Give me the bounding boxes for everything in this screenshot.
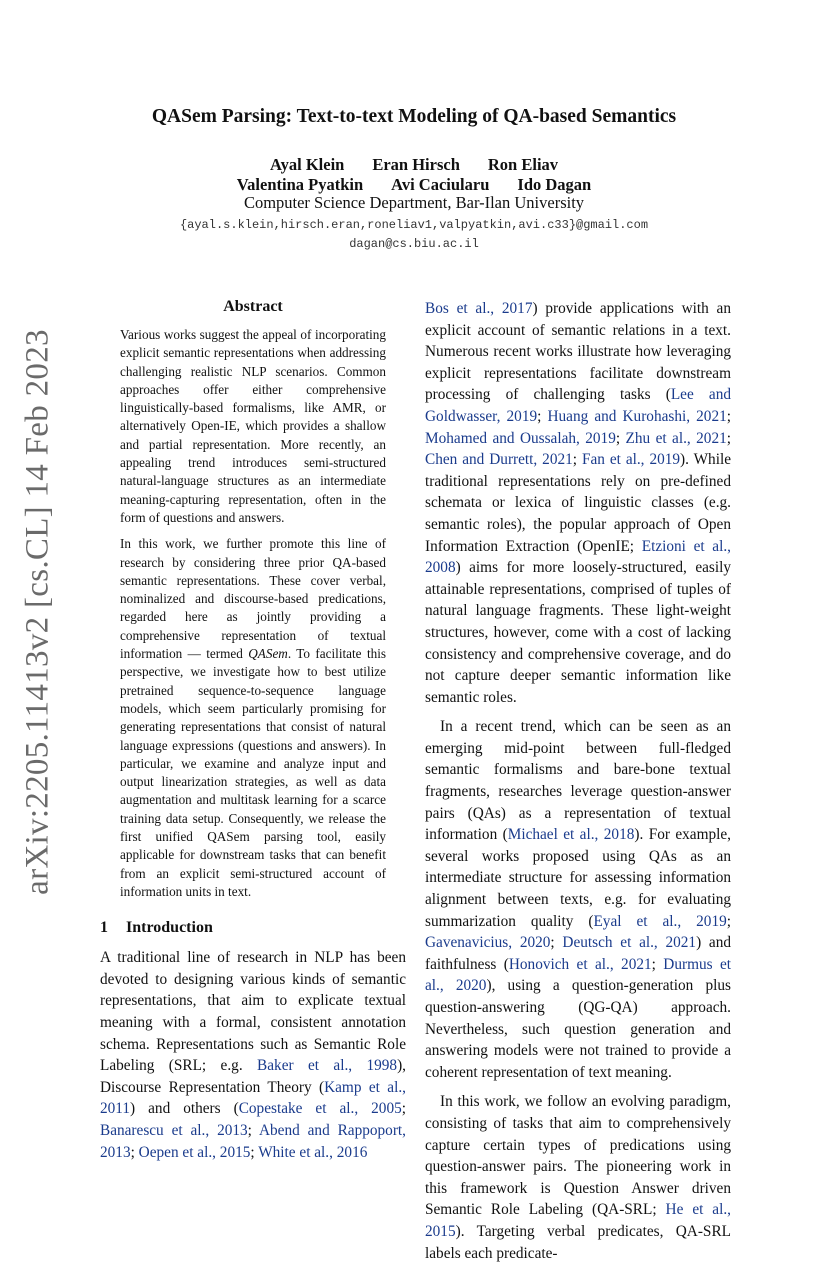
author-name: Ron Eliav [487,155,559,174]
citation-link[interactable]: Lee and Goldwasser, 2019 [425,386,731,425]
author-name: Ido Dagan [517,175,592,194]
author-name: Eran Hirsch [372,155,460,174]
citation-link[interactable]: Zhu et al., 2021 [625,429,727,447]
qasem-term: QASem [248,646,288,662]
citation-link[interactable]: Copestake et al., 2005 [238,1100,402,1118]
citation-link[interactable]: Deutsch et al., 2021 [562,934,697,952]
citation-link[interactable]: Durmus et al., 2020 [425,955,731,995]
citation-link[interactable]: Eyal et al., 2019 [593,912,727,930]
citation-link[interactable]: Fan et al., 2019 [581,451,681,469]
citation-link[interactable]: Banarescu et al., 2013 [100,1121,248,1139]
authors-line-2 [0,175,828,195]
author-emails: {ayal.s.klein,hirsch.eran,roneliav1,valpyatkin,avi.c33}@gmail.com [179,218,649,232]
arxiv-identifier-stamp: arXiv:2205.11413v2 [cs.CL] 14 Feb 2023 [19,329,56,895]
author-name: Avi Caciularu [391,175,490,194]
abstract-paragraph-2: In this work, we further promote this line of research by considering three prior QA-based semantic representations. These cover verbal, nominalized and discourse-based predications, regarded here as jointly providing a comprehensive representation of textual information — termed QASem. To facilitate this perspective, we investigate how to best utilize pretrained sequence-to-sequence language models, which seem particularly promising for generating representations that consist of natural language expressions (questions and answers). In particular, we examine and analyze input and output linearization strategies, as well as data augmentation and multitask learning for a scarce training data setup. Consequently, we release the first unified QASem parsing tool, easily applicable for downstream tasks that can benefit from an explicit semi-structured account of information units in text. [120,536,386,899]
affiliation: Computer Science Department, Bar-Ilan University [243,193,585,212]
left-column [100,298,406,1171]
authors-line-1 [0,155,828,175]
citation-link[interactable]: Gavenavicius, 2020 [425,934,551,952]
intro-paragraph-2: In a recent trend, which can be seen as an emerging mid-point between full-fledged semantic formalisms and bare-bone textual fragments, researches leverage question-answer pairs (QAs) as a representation of textual information (Michael et al., 2018). For example, several works proposed using QAs as an intermediate structure for assessing information alignment between texts, e.g. for evaluating summarization quality (Eyal et al., 2019; Gavenavicius, 2020; Deutsch et al., 2021) and faithfulness (Honovich et al., 2021; Durmus et al., 2020), using a question-generation plus question-answering (QG-QA) approach. Nevertheless, such question generation and answering models were not trained to provide a coherent representation of text meaning. [425,718,732,1081]
citation-link[interactable]: Oepen et al., 2015 [138,1143,251,1161]
citation-link[interactable]: Etzioni et al., 2008 [425,537,731,577]
author-name: Valentina Pyatkin [236,175,364,194]
citation-link[interactable]: Bos et al., 2017 [425,300,533,317]
author-name: Ayal Klein [269,155,345,174]
citation-link[interactable]: He et al., 2015 [425,1201,731,1240]
abstract-heading: Abstract [223,298,283,315]
intro-paragraph-1-continued: Bos et al., 2017) provide applications with an explicit account of semantic relations in a text. Numerous recent works illustrate how leveraging explicit representations facilitate downstream processing of challenging tasks (Lee and Goldwasser, 2019; Huang and Kurohashi, 2021; Mohamed and Oussalah, 2019; Zhu et al., 2021; Chen and Durrett, 2021; Fan et al., 2019). While traditional representations rely on pre-defined schemata or lexica of linguistic classes (e.g. semantic roles), the popular approach of Open Information Extraction (OpenIE; Etzioni et al., 2008) aims for more loosely-structured, easily attainable representations, comprised of tuples of natural language fragments. These light-weight structures, however, come with a cost of lacking consistency and comprehensive coverage, and do not capture deeper semantic information like semantic roles. [425,300,731,706]
citation-link[interactable]: Michael et al., 2018 [507,826,635,844]
intro-paragraph-3: In this work, we follow an evolving paradigm, consisting of tasks that aim to comprehensively capture certain types of predications using question-answer pairs. The pioneering work in this framework is Question Answer driven Semantic Role Labeling (QA-SRL; He et al., 2015). Targeting verbal predicates, QA-SRL labels each predicate- [425,1093,731,1262]
author-email-dagan: dagan@cs.biu.ac.il [349,237,479,251]
abstract-body [100,326,406,901]
citation-link[interactable]: Chen and Durrett, 2021 [425,451,573,469]
citation-link[interactable]: Honovich et al., 2021 [508,955,652,973]
intro-body-left [100,947,406,1163]
abstract-paragraph-1: Various works suggest the appeal of incorporating explicit semantic representations when addressing challenging realistic NLP scenarios. Common approaches offer either comprehensive linguistically-based formalisms, like AMR, or alternatively Open-IE, which provides a shallow and partial representation. More recently, an appealing trend introduces semi-structured natural-language structures as an intermediate meaning-capturing representation, often in the form of questions and answers. [120,327,386,525]
paper-title: QASem Parsing: Text-to-text Modeling of QA-based Semantics [151,106,677,127]
citation-link[interactable]: White et al., 2016 [258,1143,368,1161]
citation-link[interactable]: Kamp et al., 2011 [100,1078,406,1118]
citation-link[interactable]: Baker et al., 1998 [257,1057,398,1075]
citation-link[interactable]: Mohamed and Oussalah, 2019 [425,429,616,447]
right-column [425,298,731,1272]
intro-body-right [425,298,731,1264]
intro-paragraph-1: A traditional line of research in NLP has been devoted to designing various kinds of semantic representations, that aim to explicate textual meaning with a formal, consistent annotation schema. Representations such as Semantic Role Labeling (SRL; e.g. Baker et al., 1998), Discourse Representation Theory (Kamp et al., 2011) and others (Copestake et al., 2005; Banarescu et al., 2013; Abend and Rappoport, 2013; Oepen et al., 2015; White et al., 2016 [100,949,407,1161]
citation-link[interactable]: Huang and Kurohashi, 2021 [547,407,727,425]
section-heading-introduction: 1 Introduction [100,919,213,937]
citation-link[interactable]: Abend and Rappoport, 2013 [100,1121,407,1161]
